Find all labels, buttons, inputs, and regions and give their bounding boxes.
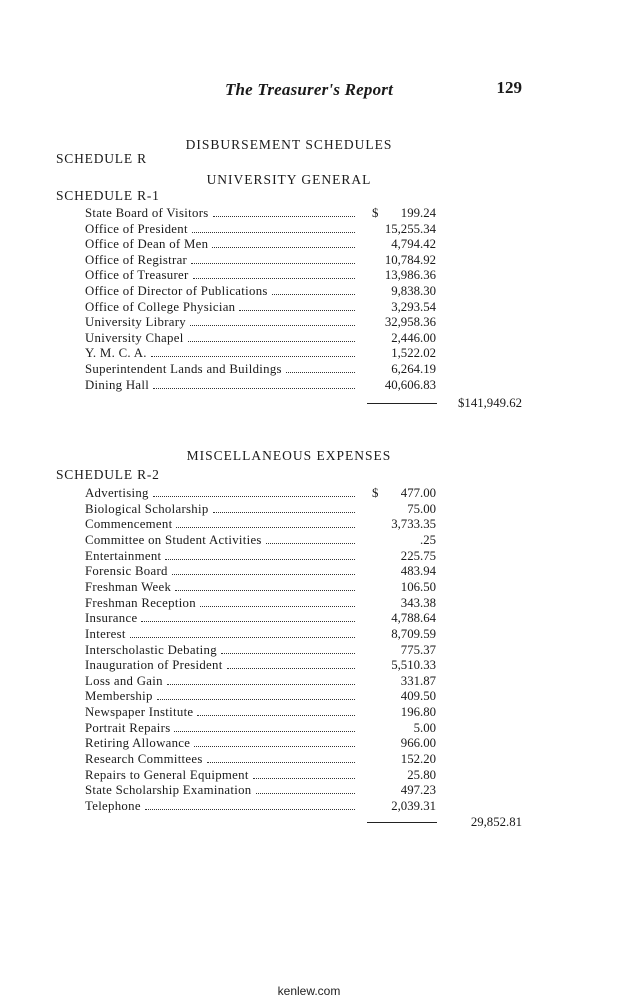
leader-dots — [153, 496, 355, 497]
line-item-name: Commencement — [85, 517, 173, 532]
line-item-name: University Chapel — [85, 330, 184, 345]
leader-dots — [213, 512, 355, 513]
line-item-label — [85, 378, 355, 394]
line-item-label — [85, 533, 355, 549]
line-item-name: Advertising — [85, 486, 149, 500]
page-number: 129 — [496, 78, 522, 97]
line-item-amount: 4,794.42 — [391, 237, 436, 252]
line-item-label — [85, 253, 355, 269]
table-row — [0, 486, 618, 502]
line-item-amount: 409.50 — [400, 689, 436, 704]
leader-dots — [176, 527, 355, 528]
leader-dots — [167, 684, 355, 685]
line-item-amount: 966.00 — [400, 736, 436, 751]
line-item-amount: 152.20 — [400, 752, 436, 767]
line-item-name: Membership — [85, 689, 153, 704]
leader-dots — [197, 715, 355, 716]
line-item-amount: 10,784.92 — [384, 252, 436, 267]
schedule-r-label: SCHEDULE R — [56, 151, 147, 166]
line-item-name: Interest — [85, 626, 126, 641]
line-item-label — [85, 721, 355, 737]
line-item-name: Y. M. C. A. — [85, 346, 147, 361]
line-item-amount: 331.87 — [400, 673, 436, 688]
leader-dots — [174, 731, 355, 732]
line-item-amount: 4,788.64 — [391, 611, 436, 626]
table-row — [0, 783, 618, 799]
section-title: DISBURSEMENT SCHEDULES — [185, 137, 393, 152]
line-item-label — [85, 237, 355, 253]
table-row — [0, 799, 618, 815]
table-row — [0, 705, 618, 721]
line-item-name: Loss and Gain — [85, 673, 163, 688]
table-row — [0, 580, 618, 596]
line-item-name: Committee on Student Activities — [85, 532, 262, 547]
line-item-name: Retiring Allowance — [85, 736, 191, 751]
table-row — [0, 596, 618, 612]
schedule-r2-label: SCHEDULE R-2 — [56, 467, 160, 482]
line-item-label — [85, 331, 355, 347]
table-row — [0, 533, 618, 549]
line-item-name: Biological Scholarship — [85, 501, 209, 516]
table-row — [0, 268, 618, 284]
line-item-amount: 2,446.00 — [391, 330, 436, 345]
line-item-name: Dining Hall — [85, 377, 150, 392]
line-item-label — [85, 705, 355, 721]
line-item-label — [85, 268, 355, 284]
schedule-r1-total-rule — [367, 403, 437, 404]
line-item-name: Office of Registrar — [85, 252, 188, 267]
table-row — [0, 378, 618, 394]
running-title: The Treasurer's Report — [224, 80, 394, 99]
leader-dots — [239, 310, 355, 311]
line-item-amount: 483.94 — [400, 564, 436, 579]
leader-dots — [165, 559, 355, 560]
schedule-r1-label: SCHEDULE R-1 — [56, 188, 160, 203]
leader-dots — [191, 263, 355, 264]
leader-dots — [266, 543, 355, 544]
line-item-label — [85, 783, 355, 799]
line-item-label — [85, 517, 355, 533]
university-general-heading: UNIVERSITY GENERAL — [206, 172, 372, 187]
leader-dots — [286, 372, 355, 373]
line-item-label — [85, 736, 355, 752]
schedule-r1-total: $141,949.62 — [458, 396, 522, 410]
line-item-name: Portrait Repairs — [85, 720, 171, 735]
line-item-amount: 775.37 — [400, 642, 436, 657]
line-item-amount: 5,510.33 — [391, 658, 436, 673]
table-row — [0, 736, 618, 752]
table-row — [0, 362, 618, 378]
schedule-r2-total: 29,852.81 — [470, 815, 522, 829]
line-item-amount: 9,838.30 — [391, 284, 436, 298]
line-item-name: Newspaper Institute — [85, 705, 194, 720]
line-item-name: Office of Director of Publications — [85, 284, 268, 298]
table-row — [0, 284, 618, 300]
line-item-amount: 15,255.34 — [384, 221, 436, 236]
line-item-name: Research Committees — [85, 752, 203, 767]
line-item-amount: 1,522.02 — [391, 346, 436, 361]
line-item-amount: 477.00 — [400, 486, 436, 500]
line-item-label — [85, 627, 355, 643]
line-item-name: Freshman Reception — [85, 595, 196, 610]
line-item-name: Forensic Board — [85, 564, 168, 579]
leader-dots — [212, 247, 355, 248]
line-item-name: State Scholarship Examination — [85, 783, 252, 798]
line-item-amount: 2,039.31 — [391, 799, 436, 813]
line-item-name: Freshman Week — [85, 579, 172, 594]
line-item-name: University Library — [85, 315, 186, 330]
line-item-label — [85, 549, 355, 565]
table-row — [0, 768, 618, 784]
line-item-name: Telephone — [85, 799, 141, 813]
line-item-amount: 225.75 — [400, 548, 436, 563]
line-item-label — [85, 346, 355, 362]
line-item-label — [85, 564, 355, 580]
table-row — [0, 689, 618, 705]
line-item-amount: 13,986.36 — [384, 268, 436, 283]
line-item-name: Office of President — [85, 221, 188, 236]
table-row — [0, 643, 618, 659]
line-item-label — [85, 799, 355, 815]
line-item-amount: 199.24 — [400, 206, 436, 220]
line-item-label — [85, 596, 355, 612]
line-item-amount: 25.80 — [407, 767, 436, 782]
line-item-label — [85, 658, 355, 674]
table-row — [0, 627, 618, 643]
line-item-amount: .25 — [420, 532, 436, 547]
leader-dots — [145, 809, 355, 810]
table-row — [0, 674, 618, 690]
table-row — [0, 752, 618, 768]
leader-dots — [130, 637, 355, 638]
line-item-label — [85, 206, 355, 222]
leader-dots — [193, 278, 355, 279]
line-item-label — [85, 689, 355, 705]
line-item-label — [85, 315, 355, 331]
line-item-amount: 106.50 — [400, 579, 436, 594]
currency-sign: $ — [372, 486, 379, 500]
table-row — [0, 300, 618, 316]
misc-expenses-heading: MISCELLANEOUS EXPENSES — [186, 448, 392, 463]
leader-dots — [227, 668, 355, 669]
table-row — [0, 721, 618, 737]
line-item-amount: 3,293.54 — [391, 299, 436, 314]
table-row — [0, 346, 618, 362]
table-row — [0, 658, 618, 674]
currency-sign: $ — [372, 206, 379, 220]
line-item-name: Office of Treasurer — [85, 268, 189, 283]
leader-dots — [157, 699, 355, 700]
leader-dots — [188, 341, 355, 342]
line-item-label — [85, 674, 355, 690]
table-row — [0, 253, 618, 269]
leader-dots — [213, 216, 355, 217]
table-row — [0, 517, 618, 533]
leader-dots — [256, 793, 356, 794]
line-item-name: Repairs to General Equipment — [85, 767, 249, 782]
leader-dots — [151, 356, 355, 357]
line-item-name: Inauguration of President — [85, 658, 223, 673]
line-item-name: Insurance — [85, 611, 138, 626]
footer-source: kenlew.com — [277, 984, 341, 998]
line-item-amount: 40,606.83 — [384, 377, 436, 392]
line-item-name: State Board of Visitors — [85, 206, 209, 220]
table-row — [0, 222, 618, 238]
line-item-amount: 3,733.35 — [391, 517, 436, 532]
line-item-amount: 75.00 — [407, 501, 436, 516]
line-item-amount: 6,264.19 — [391, 362, 436, 376]
line-item-name: Superintendent Lands and Buildings — [85, 362, 282, 376]
line-item-label — [85, 486, 355, 502]
line-item-label — [85, 362, 355, 378]
line-item-label — [85, 611, 355, 627]
leader-dots — [153, 388, 355, 389]
line-item-label — [85, 222, 355, 238]
leader-dots — [141, 621, 355, 622]
line-item-label — [85, 643, 355, 659]
line-item-amount: 32,958.36 — [384, 315, 436, 330]
table-row — [0, 206, 618, 222]
table-row — [0, 237, 618, 253]
table-row — [0, 502, 618, 518]
schedule-r2-total-rule — [367, 822, 437, 823]
line-item-label — [85, 502, 355, 518]
leader-dots — [272, 294, 355, 295]
table-row — [0, 564, 618, 580]
table-row — [0, 315, 618, 331]
table-row — [0, 331, 618, 347]
leader-dots — [192, 232, 355, 233]
table-row — [0, 611, 618, 627]
leader-dots — [194, 746, 355, 747]
leader-dots — [253, 778, 355, 779]
line-item-label — [85, 300, 355, 316]
leader-dots — [190, 325, 355, 326]
table-row — [0, 549, 618, 565]
leader-dots — [175, 590, 355, 591]
line-item-name: Interscholastic Debating — [85, 642, 217, 657]
line-item-name: Entertainment — [85, 548, 162, 563]
line-item-name: Office of College Physician — [85, 299, 236, 314]
leader-dots — [172, 574, 355, 575]
line-item-name: Office of Dean of Men — [85, 237, 209, 252]
line-item-label — [85, 768, 355, 784]
line-item-amount: 343.38 — [400, 595, 436, 610]
leader-dots — [221, 653, 355, 654]
leader-dots — [200, 606, 355, 607]
leader-dots — [207, 762, 355, 763]
line-item-amount: 8,709.59 — [391, 626, 436, 641]
line-item-amount: 5.00 — [413, 720, 436, 735]
line-item-label — [85, 580, 355, 596]
line-item-amount: 497.23 — [400, 783, 436, 798]
line-item-label — [85, 284, 355, 300]
line-item-label — [85, 752, 355, 768]
line-item-amount: 196.80 — [400, 705, 436, 720]
